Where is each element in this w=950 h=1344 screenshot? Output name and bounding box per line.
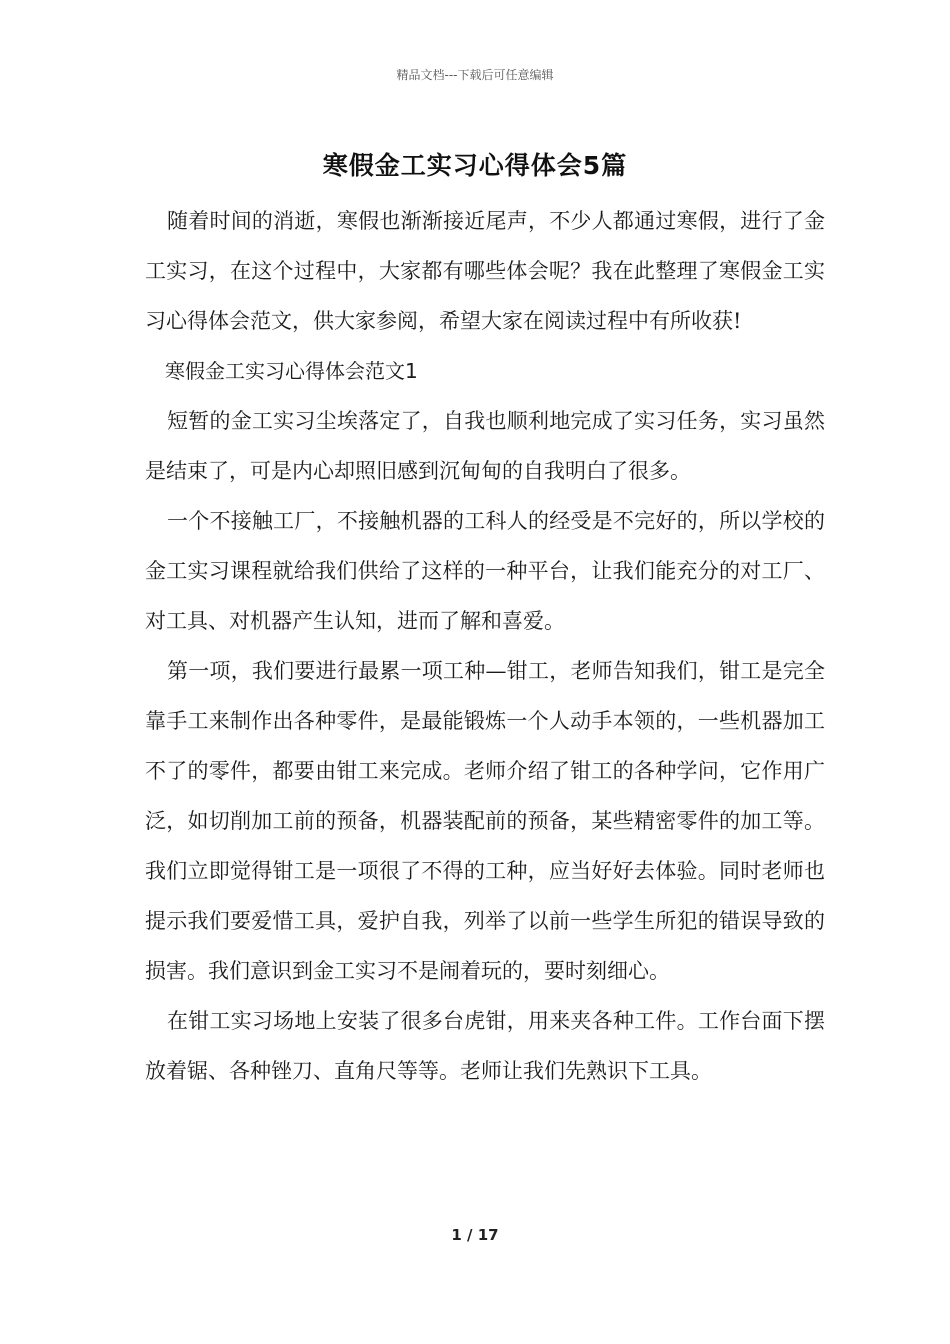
body-paragraph: 第一项，我们要进行最累一项工种—钳工，老师告知我们，钳工是完全靠手工来制作出各种零件，是最能锻炼一个人动手本领的，一些机器加工不了的零件，都要由钳工来完成。老师介绍了钳工的各种学问，它作用广泛，如切削加工前的预备，机器装配前的预备，某些精密零件的加工等。我们立即觉得钳工是一项很了不得的工种，应当好好去体验。同时老师也提示我们要爱惜工具，爱护自我，列举了以前一些学生所犯的错误导致的损害。我们意识到金工实习不是闹着玩的，要时刻细心。 (145, 659, 825, 983)
body-paragraph: 短暂的金工实习尘埃落定了，自我也顺利地完成了实习任务，实习虽然是结束了，可是内心却照旧感到沉甸甸的自我明白了很多。 (145, 409, 825, 483)
document-body (145, 196, 825, 1096)
document-title: 寒假金工实习心得体会5篇 (322, 151, 628, 180)
page-header: 精品文档---下载后可任意编辑 (396, 68, 554, 82)
body-paragraph: 在钳工实习场地上安装了很多台虎钳，用来夹各种工件。工作台面下摆放着锯、各种锉刀、直角尺等等。老师让我们先熟识下工具。 (145, 1009, 825, 1083)
section-title: 寒假金工实习心得体会范文1 (165, 359, 418, 383)
intro-paragraph: 随着时间的消逝，寒假也渐渐接近尾声，不少人都通过寒假，进行了金工实习，在这个过程中，大家都有哪些体会呢？我在此整理了寒假金工实习心得体会范文，供大家参阅，希望大家在阅读过程中有所收获! (145, 209, 825, 333)
page-number: 1 / 17 (451, 1226, 499, 1244)
body-paragraph: 一个不接触工厂，不接触机器的工科人的经受是不完好的，所以学校的金工实习课程就给我们供给了这样的一种平台，让我们能充分的对工厂、对工具、对机器产生认知，进而了解和喜爱。 (145, 509, 825, 633)
